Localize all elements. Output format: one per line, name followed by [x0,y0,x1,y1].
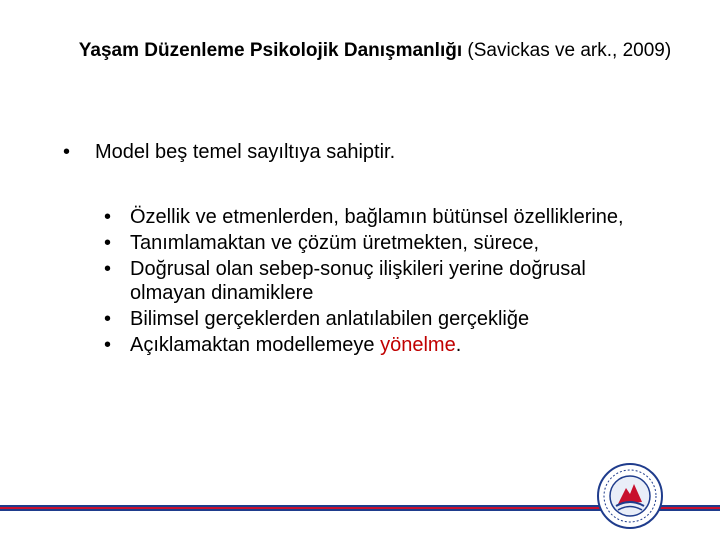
list-item-text: Doğrusal olan sebep-sonuç ilişkileri yerine doğrusal olmayan dinamiklere [130,258,586,304]
list-item-text: Özellik ve etmenlerden, bağlamın bütünsel özelliklerine, [130,206,624,228]
university-seal-icon [596,462,664,530]
bullet-icon: • [104,232,112,254]
slide-title-citation: (Savickas ve ark., 2009) [467,40,672,61]
sub-bullet-list [104,205,664,359]
list-item-text: Bilimsel gerçeklerden anlatılabilen gerçekliğe [130,308,530,330]
bullet-icon: • [63,141,71,163]
main-bullet-text: Model beş temel sayıltıya sahiptir. [95,141,396,163]
bullet-icon: • [104,206,112,228]
last-bullet-accent: yönelme [380,334,456,356]
last-bullet-suffix: . [455,334,462,356]
slide-title [70,38,680,64]
bullet-icon: • [104,334,112,356]
list-item [104,307,664,331]
list-item [104,231,664,255]
list-item [104,257,664,305]
bullet-icon: • [104,258,112,280]
list-item [104,333,664,357]
slide-title-main: Yaşam Düzenleme Psikolojik Danışmanlığı [78,40,463,61]
list-item-text: Tanımlamaktan ve çözüm üretmekten, sürece, [130,232,540,254]
bullet-icon: • [104,308,112,330]
list-item-text [130,334,461,356]
main-bullet [63,140,395,164]
last-bullet-prefix: Açıklamaktan modellemeye [130,334,381,356]
list-item [104,205,664,229]
